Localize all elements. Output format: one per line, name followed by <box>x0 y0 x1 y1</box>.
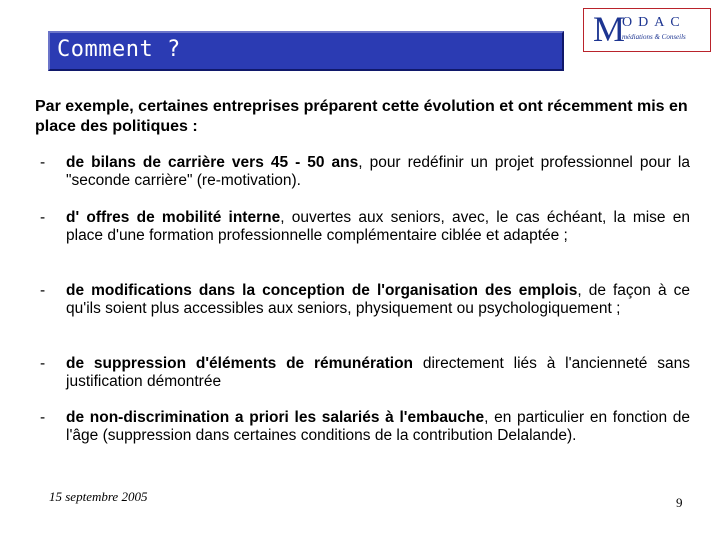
bullet-bold-text: de bilans de carrière vers 45 - 50 ans <box>66 154 359 171</box>
bullet-bold-text: de suppression d'éléments de rémunération <box>66 355 414 372</box>
logo-word: ODAC <box>622 15 686 30</box>
bullet-text: , en particulier en fonction de l'âge (suppression dans certaines conditions de la contribution Delalande). <box>66 409 691 444</box>
bullet-text: , de façon à ce qu'ils soient plus accessibles aux seniors, physiquement ou psychologiquement ; <box>66 282 690 317</box>
title-bar <box>48 31 564 71</box>
bullet-item <box>40 355 690 391</box>
bullet-dash: - <box>40 209 46 226</box>
bullet-dash: - <box>40 409 46 426</box>
bullet-text: , pour redéfinir un projet professionnel pour la "seconde carrière" (re-motivation). <box>66 154 691 189</box>
logo-letter: M <box>593 9 626 49</box>
bullet-dash: - <box>40 355 46 372</box>
page-number: 9 <box>676 495 683 510</box>
footer-date: 15 septembre 2005 <box>49 489 148 504</box>
bullet-item <box>40 154 690 190</box>
slide-title: Comment ? <box>57 37 181 62</box>
bullet-item <box>40 282 690 318</box>
bullet-item <box>40 209 690 245</box>
bullet-dash: - <box>40 154 46 171</box>
modac-logo <box>583 8 711 52</box>
bullet-text: directement liés à l'ancienneté sans justification démontrée <box>66 355 690 390</box>
bullet-bold-text: d' offres de mobilité interne <box>66 209 281 226</box>
bullet-dash: - <box>40 282 46 299</box>
bullet-bold-text: de non-discrimination a priori les salariés à l'embauche <box>66 409 485 426</box>
bullet-bold-text: de modifications dans la conception de l'organisation des emplois <box>66 282 578 299</box>
intro-paragraph: Par exemple, certaines entreprises préparent cette évolution et ont récemment mis en place des politiques : <box>35 98 688 135</box>
logo-tagline: médiations & Conseils <box>622 33 686 41</box>
bullet-item <box>40 409 690 445</box>
bullet-text: , ouvertes aux seniors, avec, le cas échéant, la mise en place d'une formation professionnelle complémentaire ciblée et adaptée ; <box>66 209 690 244</box>
